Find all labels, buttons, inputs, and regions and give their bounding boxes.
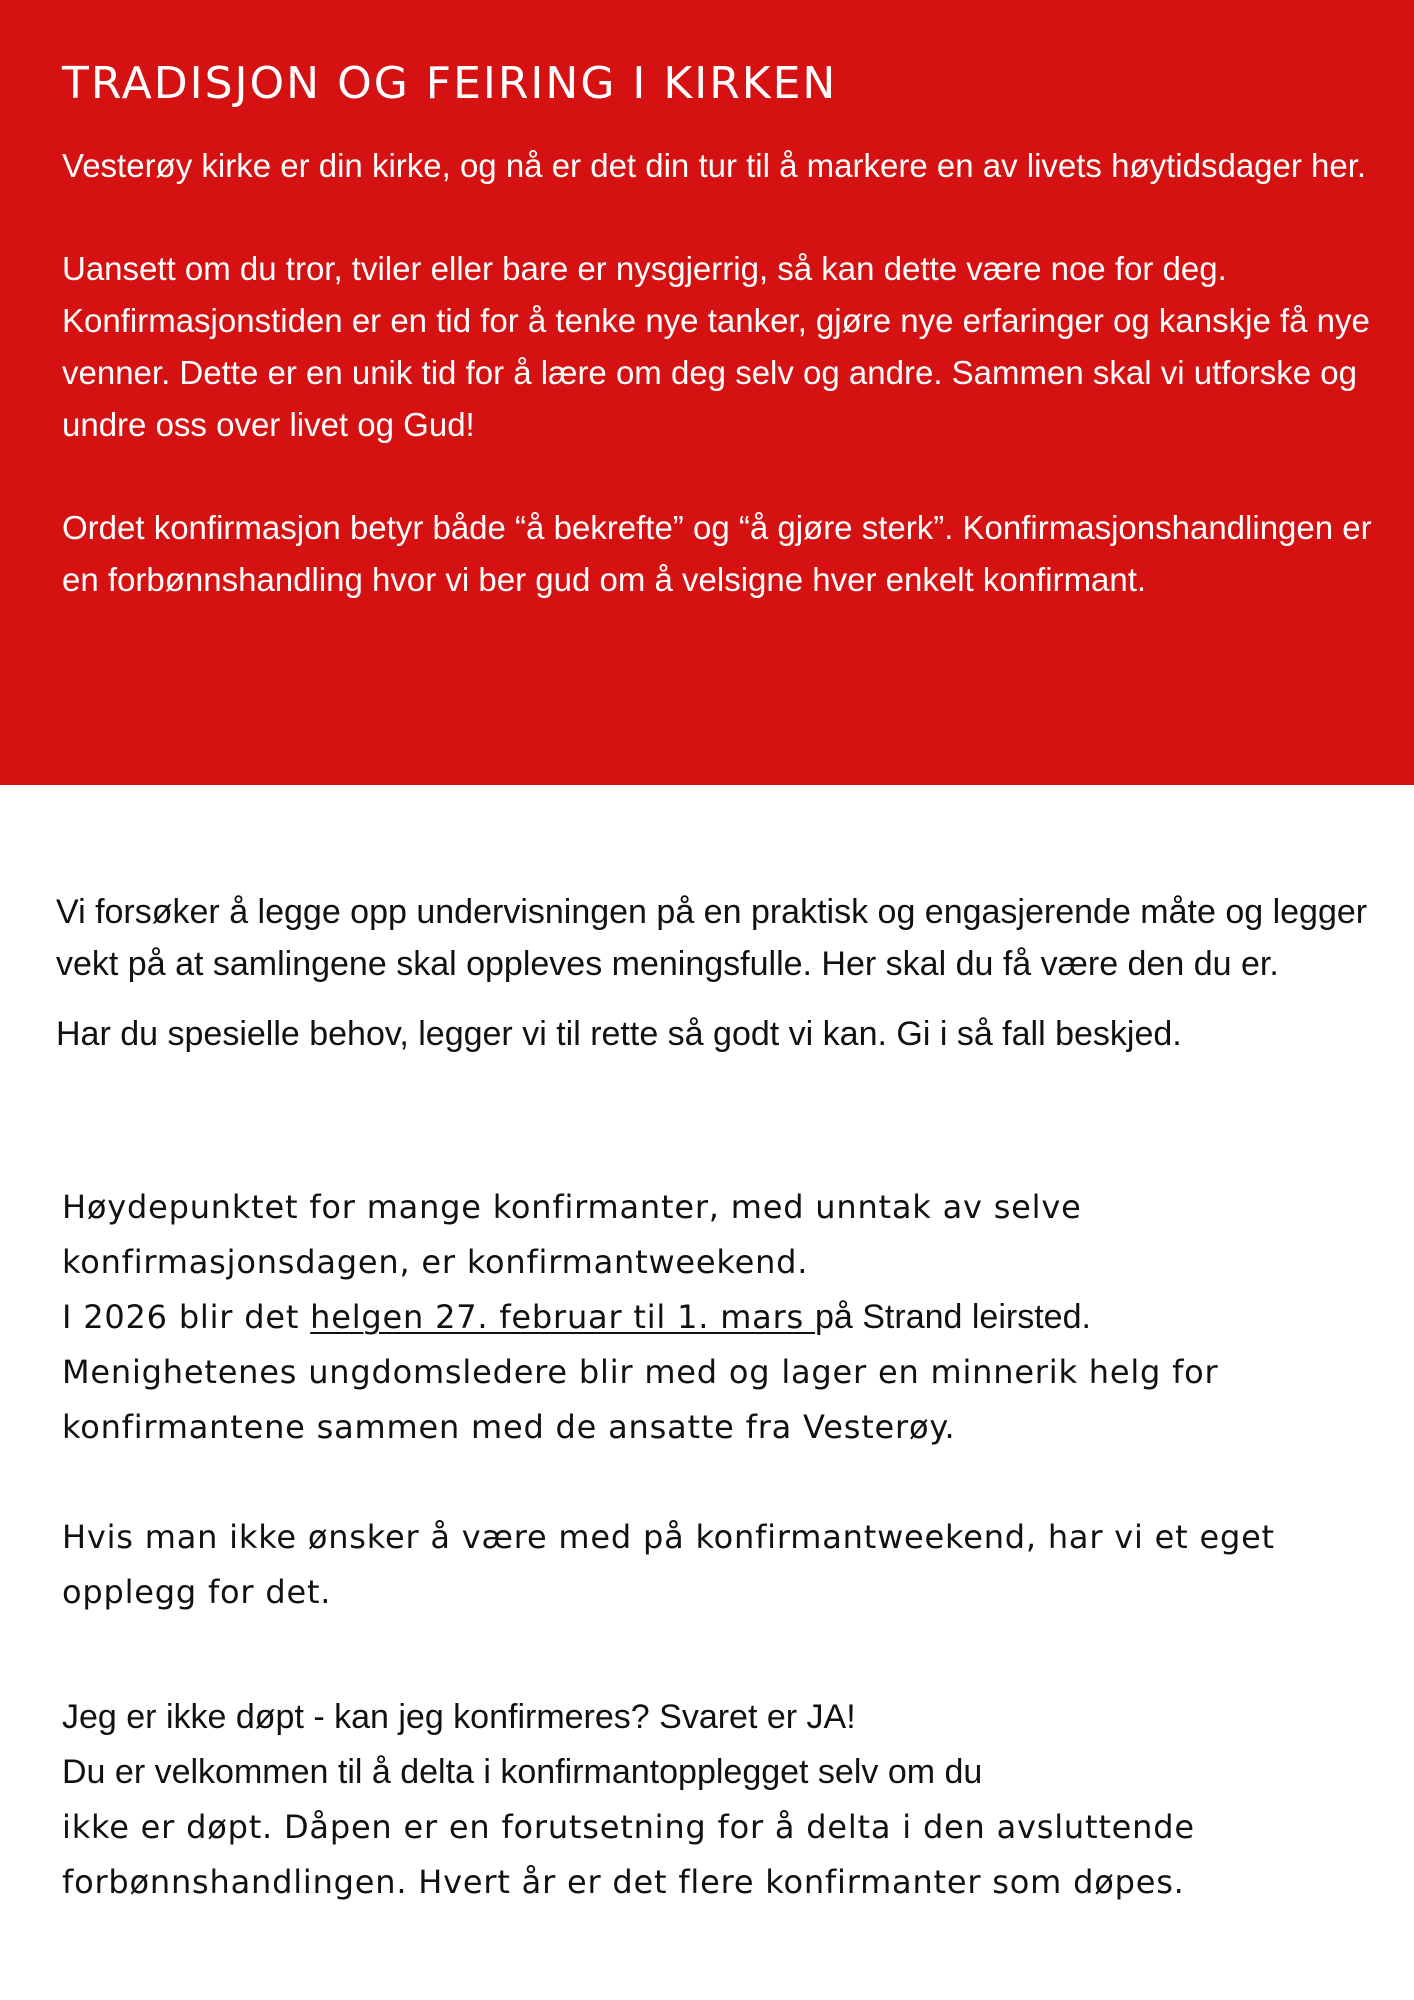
teaching-paragraph-1: Vi forsøker å legge opp undervisningen på en praktisk og engasjerende måte og legger vekt på at samlingene skal oppleves meningsfulle. Her skal du få være den du er. — [56, 893, 1368, 983]
weekend-date-link[interactable]: helgen 27. februar til 1. mars — [310, 1298, 815, 1336]
teaching-paragraph-2: Har du spesielle behov, legger vi til rette så godt vi kan. Gi i så fall beskjed. — [56, 1015, 1182, 1053]
baptism-section — [62, 1690, 1392, 1800]
intro-panel — [0, 0, 1414, 785]
weekend-alternative: Hvis man ikke ønsker å være med på konfirmantweekend, har vi et eget opplegg for det. — [62, 1518, 1275, 1611]
weekend-line-1: Høydepunktet for mange konfirmanter, med unntak av selve konfirmasjonsdagen, er konfirmantweekend. — [62, 1188, 1082, 1281]
baptism-question: Jeg er ikke døpt - kan jeg konfirmeres? Svaret er JA! — [62, 1698, 856, 1736]
weekend-line-3: Menighetenes ungdomsledere blir med og lager en minnerik helg for konfirmantene sammen med de ansatte fra Vesterøy. — [62, 1353, 1219, 1446]
teaching-section — [56, 886, 1386, 1060]
baptism-line-1: Du er velkommen til å delta i konfirmantopplegget selv om du — [62, 1753, 983, 1791]
weekend-date-line — [62, 1290, 1392, 1345]
page-title: TRADISJON OG FEIRING I KIRKEN — [62, 58, 838, 109]
baptism-line-2: ikke er døpt. Dåpen er en forutsetning for å delta i den avsluttende forbønnshandlingen. Hvert år er det flere konfirmanter som døpes. — [62, 1808, 1195, 1901]
intro-paragraph-2: Uansett om du tror, tviler eller bare er nysgjerrig, så kan dette være noe for deg. Konfirmasjonstiden er en tid for å tenke nye tanker, gjøre nye erfaringer og kanskje få nye venner. Dette er en unik tid for å lære om deg selv og andre. Sammen skal vi utforske og undre oss over livet og Gud! — [62, 250, 1370, 443]
weekend-section — [62, 1180, 1392, 1620]
weekend-date-prefix: I 2026 blir det — [62, 1298, 311, 1336]
intro-text — [62, 140, 1382, 657]
weekend-location: på Strand leirsted. — [814, 1298, 1091, 1336]
intro-paragraph-1: Vesterøy kirke er din kirke, og nå er det din tur til å markere en av livets høytidsdager her. — [62, 147, 1367, 184]
intro-paragraph-3: Ordet konfirmasjon betyr både “å bekrefte” og “å gjøre sterk”. Konfirmasjonshandlingen er en forbønnshandling hvor vi ber gud om å velsigne hver enkelt konfirmant. — [62, 509, 1372, 598]
baptism-continuation — [62, 1800, 1392, 1910]
